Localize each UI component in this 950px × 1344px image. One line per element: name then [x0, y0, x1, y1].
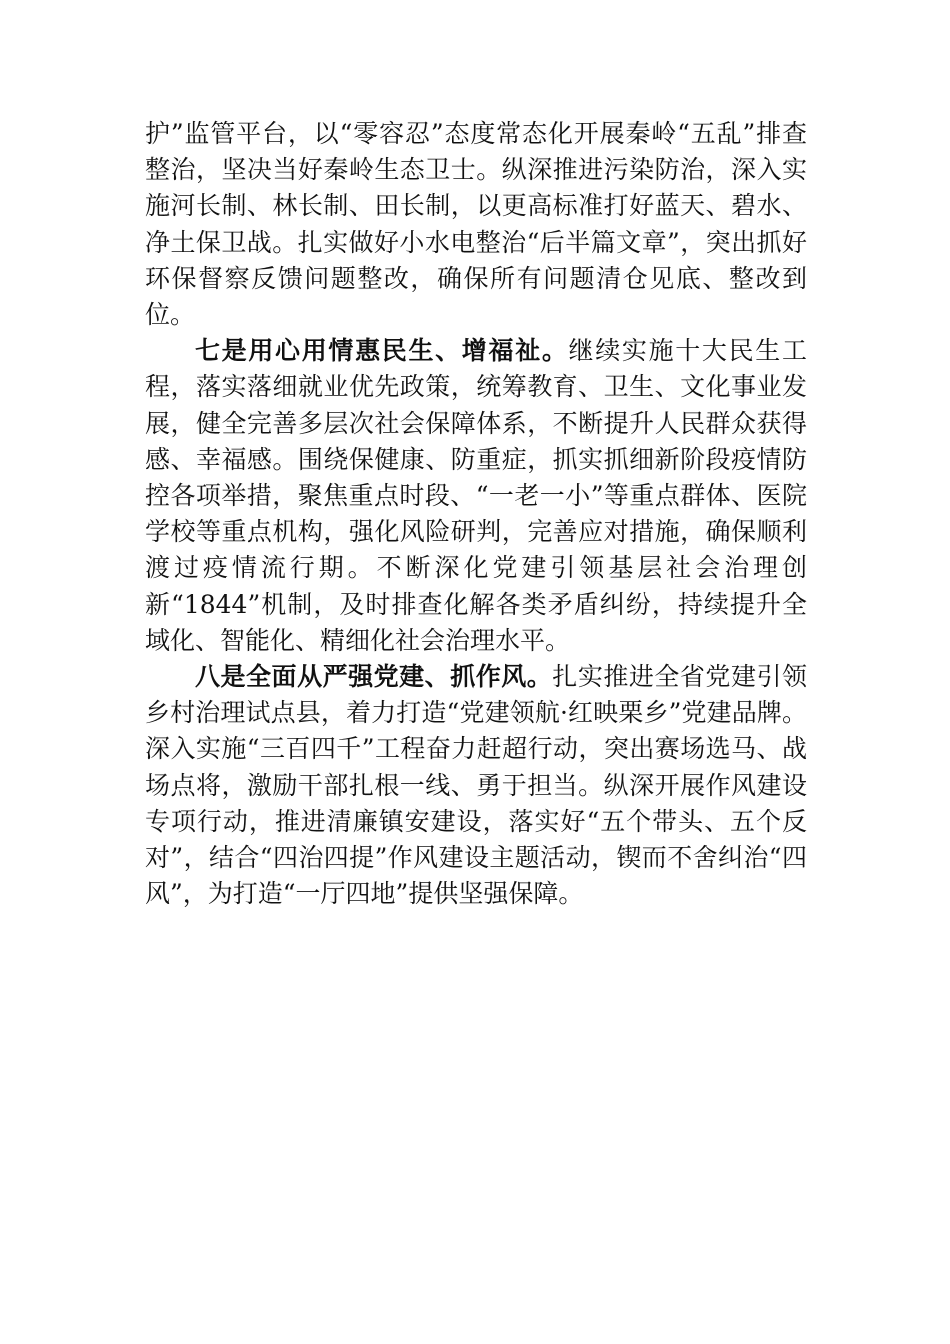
paragraph-eight	[145, 659, 807, 912]
paragraph-lead: 八是全面从严强党建、抓作风。	[195, 662, 553, 692]
paragraph-text: 扎实推进全省党建引领乡村治理试点县，着力打造“党建领航·红映栗乡”党建品牌。深入实施“三百四千”工程奋力赶超行动，突出赛场选马、战场点将，激励干部扎根一线、勇于担当。纵深开展作风建设专项行动，推进清廉镇安建设，落实好“五个带头、五个反对”，结合“四治四提”作风建设主题活动，锲而不舍纠治“四风”，为打造“一厅四地”提供坚强保障。	[145, 662, 807, 909]
paragraph-seven	[145, 333, 807, 659]
paragraph-lead: 七是用心用情惠民生、增福祉。	[195, 336, 569, 366]
document-page	[145, 116, 807, 912]
paragraph-continuation	[145, 116, 807, 333]
paragraph-text: 护”监管平台，以“零容忍”态度常态化开展秦岭“五乱”排查整治，坚决当好秦岭生态卫士。纵深推进污染防治，深入实施河长制、林长制、田长制，以更高标准打好蓝天、碧水、净土保卫战。扎实做好小水电整治“后半篇文章”，突出抓好环保督察反馈问题整改，确保所有问题清仓见底、整改到位。	[145, 119, 807, 330]
paragraph-text: 继续实施十大民生工程，落实落细就业优先政策，统筹教育、卫生、文化事业发展，健全完善多层次社会保障体系，不断提升人民群众获得感、幸福感。围绕保健康、防重症，抓实抓细新阶段疫情防控各项举措，聚焦重点时段、“一老一小”等重点群体、医院学校等重点机构，强化风险研判，完善应对措施，确保顺利渡过疫情流行期。不断深化党建引领基层社会治理创新“1844”机制，及时排查化解各类矛盾纠纷，持续提升全域化、智能化、精细化社会治理水平。	[145, 336, 807, 655]
